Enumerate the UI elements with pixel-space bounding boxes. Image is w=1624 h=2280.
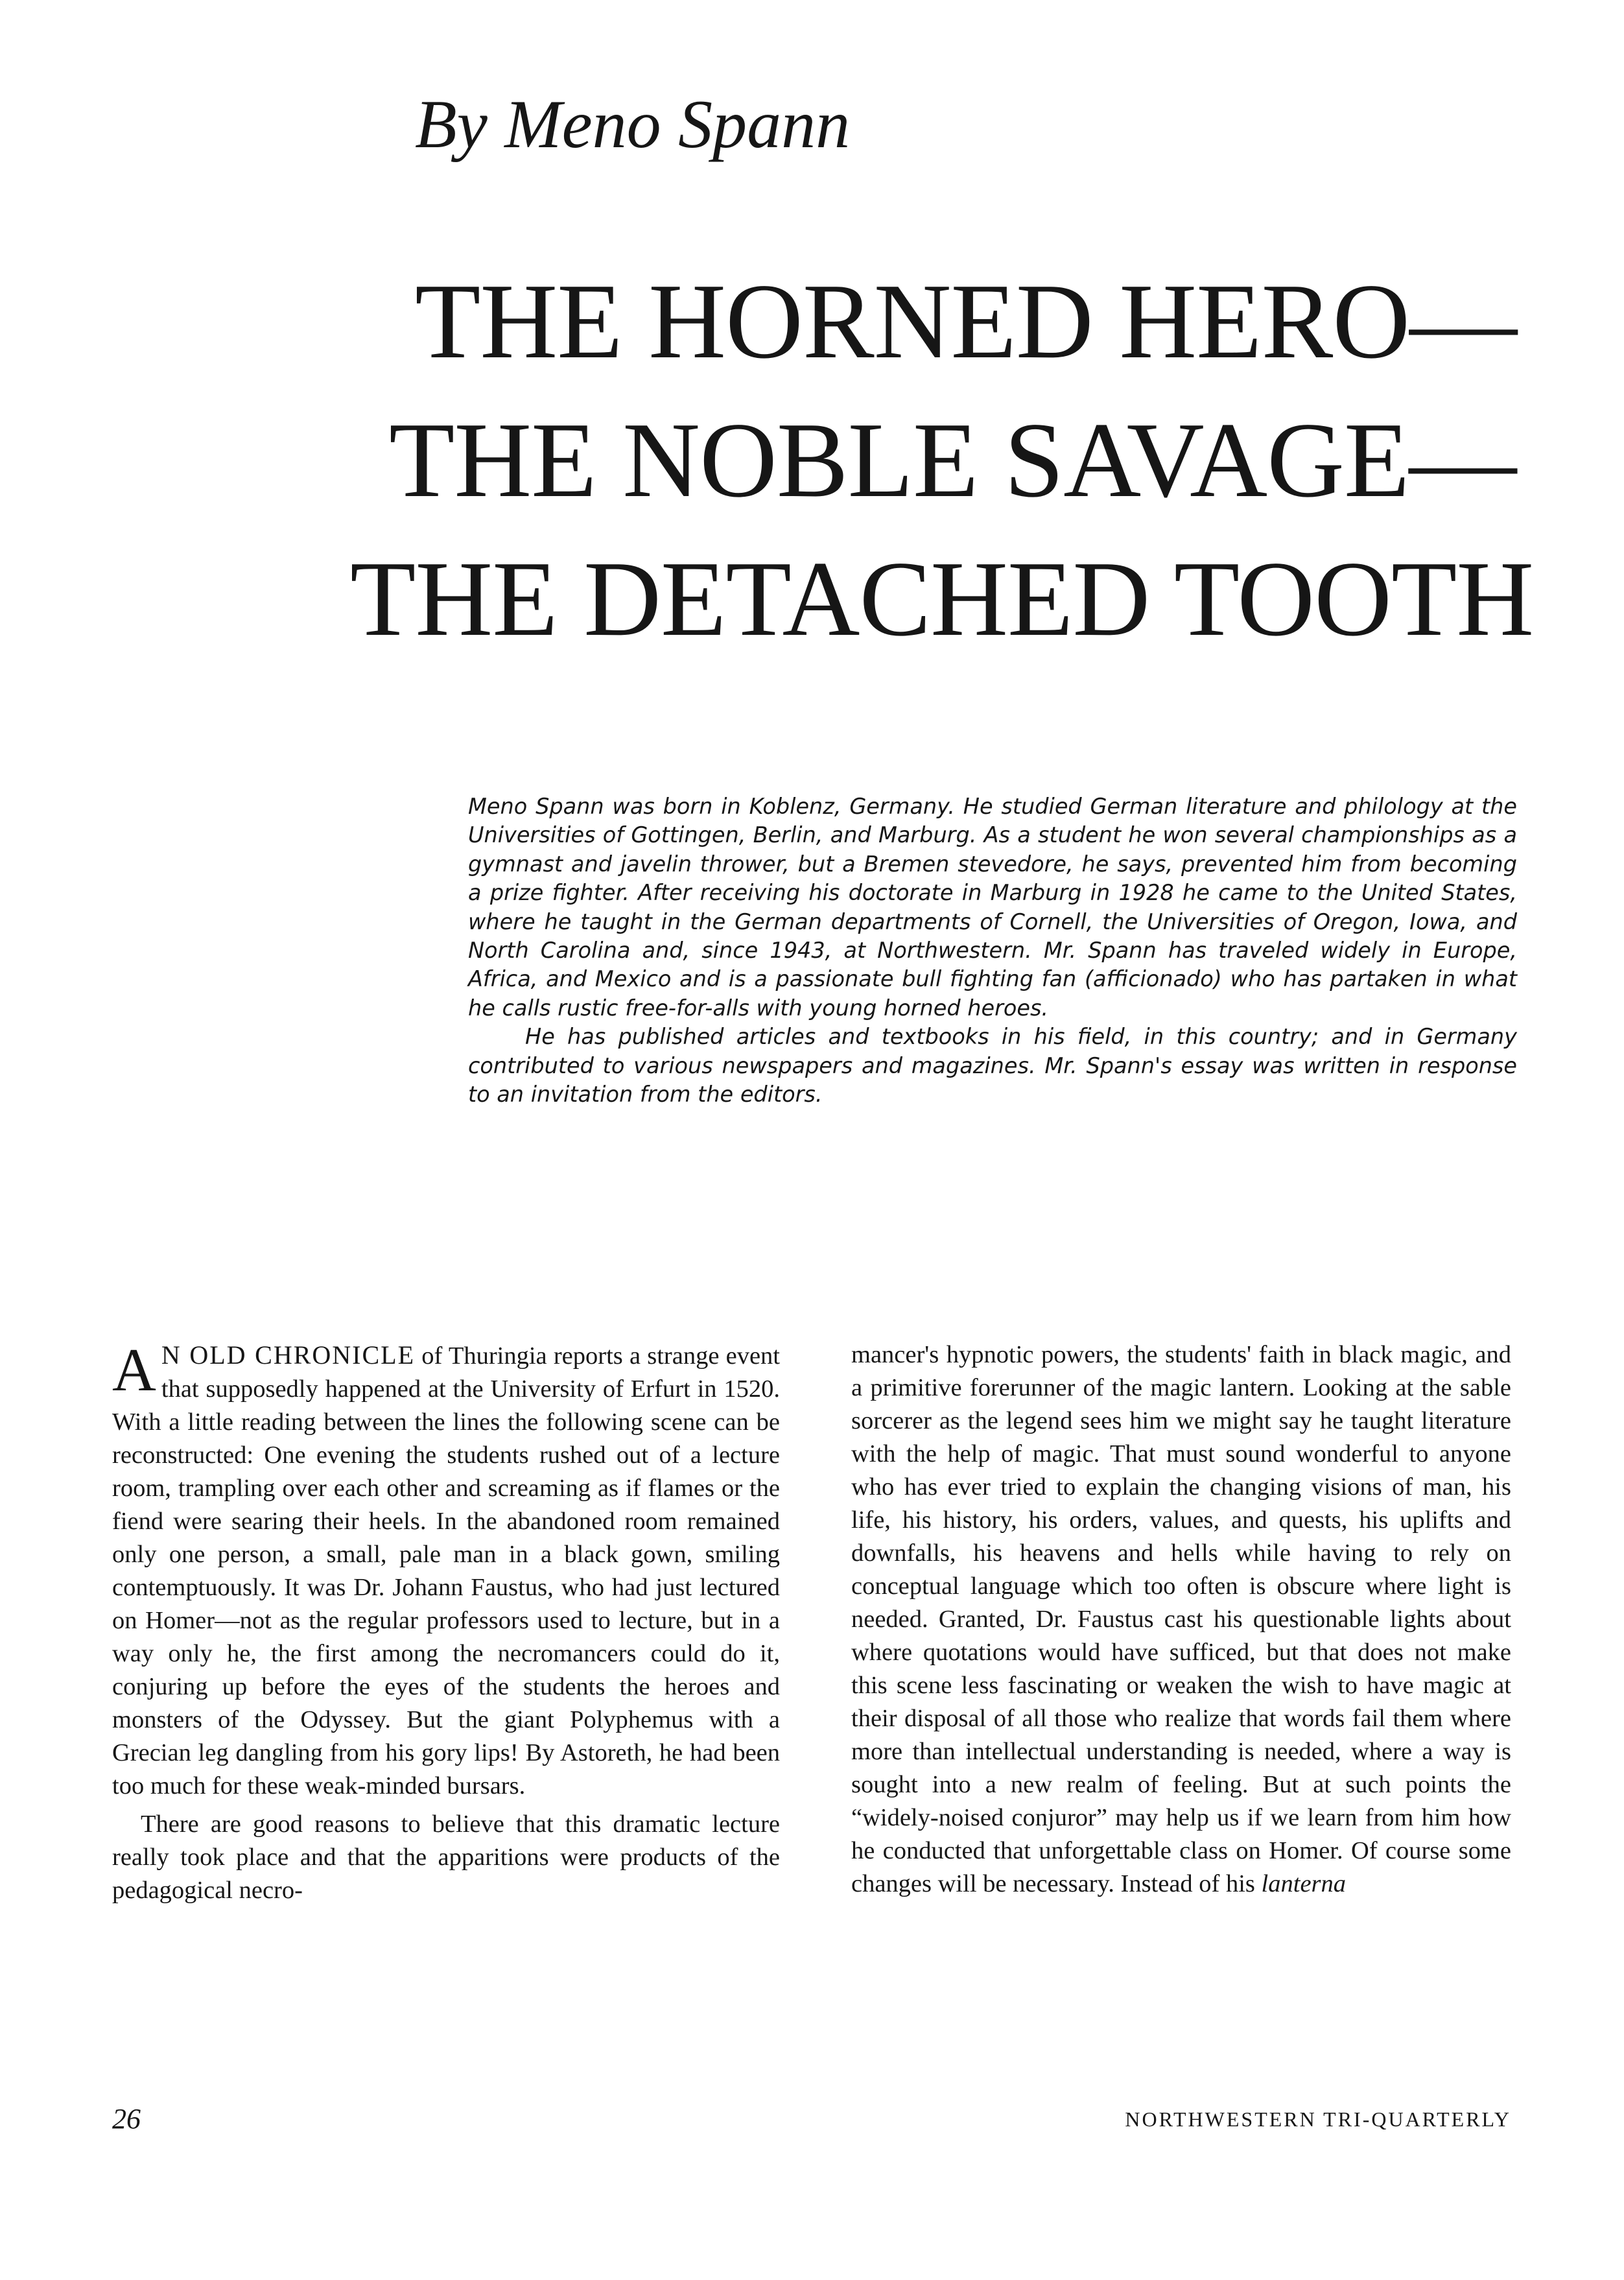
bio-paragraph-2: He has published articles and textbooks in his field, in this country; and in Germany contributed to various newspapers and magazines. Mr. Spann's essay was written in response to an invitation from the editors. — [468, 1024, 1517, 1108]
bio-paragraph-1: Meno Spann was born in Koblenz, Germany. He studied German literature and philology at the Universities of Gottingen, Berlin, and Marburg. As a student he won several championships as a gymnast and javelin thrower, but a Bremen stevedore, he says, prevented him from becoming a prize fighter. After receiving his doctorate in Marburg in 1928 he came to the United States, where he taught in the German departments of Cornell, the Universities of Oregon, Iowa, and North Carolina and, since 1943, at Northwestern. Mr. Spann has traveled widely in Europe, Africa, and Mexico and is a passionate bull fighting fan (afficionado) who has partaken in what he calls rustic free-for-alls with young horned heroes. — [468, 794, 1517, 1021]
article-paragraph-1 — [112, 1338, 780, 1803]
author-bio — [468, 792, 1517, 1109]
opening-caps: N OLD CHRONICLE — [161, 1340, 416, 1370]
page-number: 26 — [112, 2103, 141, 2135]
title-line-3: THE DETACHED TOOTH — [350, 539, 1534, 658]
paragraph-2-text: mancer's hypnotic powers, the students' faith in black magic, and a primitive forerunner of the magic lantern. Looking at the sable sorcerer as the legend sees him we might say he taught literature with the help of magic. That must sound wonderful to anyone who has ever tried to explain the changing visions of man, his life, his history, his orders, values, and quests, his uplifts and downfalls, his heavens and hells while having to rely on conceptual language which too often is obscure where light is needed. Granted, Dr. Faustus cast his questionable lights about where quotations would have sufficed, but that does not make this scene less fascinating or weaken the wish to have magic at their disposal of all those who realize that words fail them where more than intellectual understanding is needed, where a way is sought into a new realm of feeling. But at such points the “widely-noised conjuror” may help us if we learn from him how he conducted that unforgettable class on Homer. Of course some changes will be necessary. Instead of his — [851, 1341, 1511, 1897]
article-column-right — [851, 1338, 1511, 1906]
article-paragraph-2-start: There are good reasons to believe that this dramatic lecture really took place and that the apparitions were products of the pedagogical necro- — [112, 1811, 780, 1904]
article-column-left — [112, 1338, 780, 1912]
running-head: NORTHWESTERN TRI-QUARTERLY — [1125, 2108, 1511, 2131]
article-paragraph-2-continued — [851, 1338, 1511, 1901]
title-line-1: THE HORNED HERO— — [415, 261, 1517, 381]
byline: By Meno Spann — [415, 86, 851, 162]
drop-cap: A — [112, 1336, 156, 1404]
title-line-2: THE NOBLE SAVAGE— — [389, 400, 1516, 519]
italic-word: lanterna — [1261, 1870, 1347, 1897]
paragraph-1-text: of Thuringia reports a strange event that supposedly happened at the University of Erfurt in 1520. With a little reading between the lines the following scene can be reconstructed: One evening the students rushed out of a lecture room, trampling over each other and screaming as if flames or the fiend were searing their heels. In the abandoned room remained only one person, a small, pale man in a black gown, smiling contemptuously. It was Dr. Johann Faustus, who had just lectured on Homer—not as the regular professors used to lecture, but in a way only he, the first among the necromancers could do it, conjuring up before the eyes of the students the heroes and monsters of the Odyssey. But the giant Polyphemus with a Grecian leg dangling from his gory lips! By Astoreth, he had been too much for these weak-minded bursars. — [112, 1342, 780, 1799]
